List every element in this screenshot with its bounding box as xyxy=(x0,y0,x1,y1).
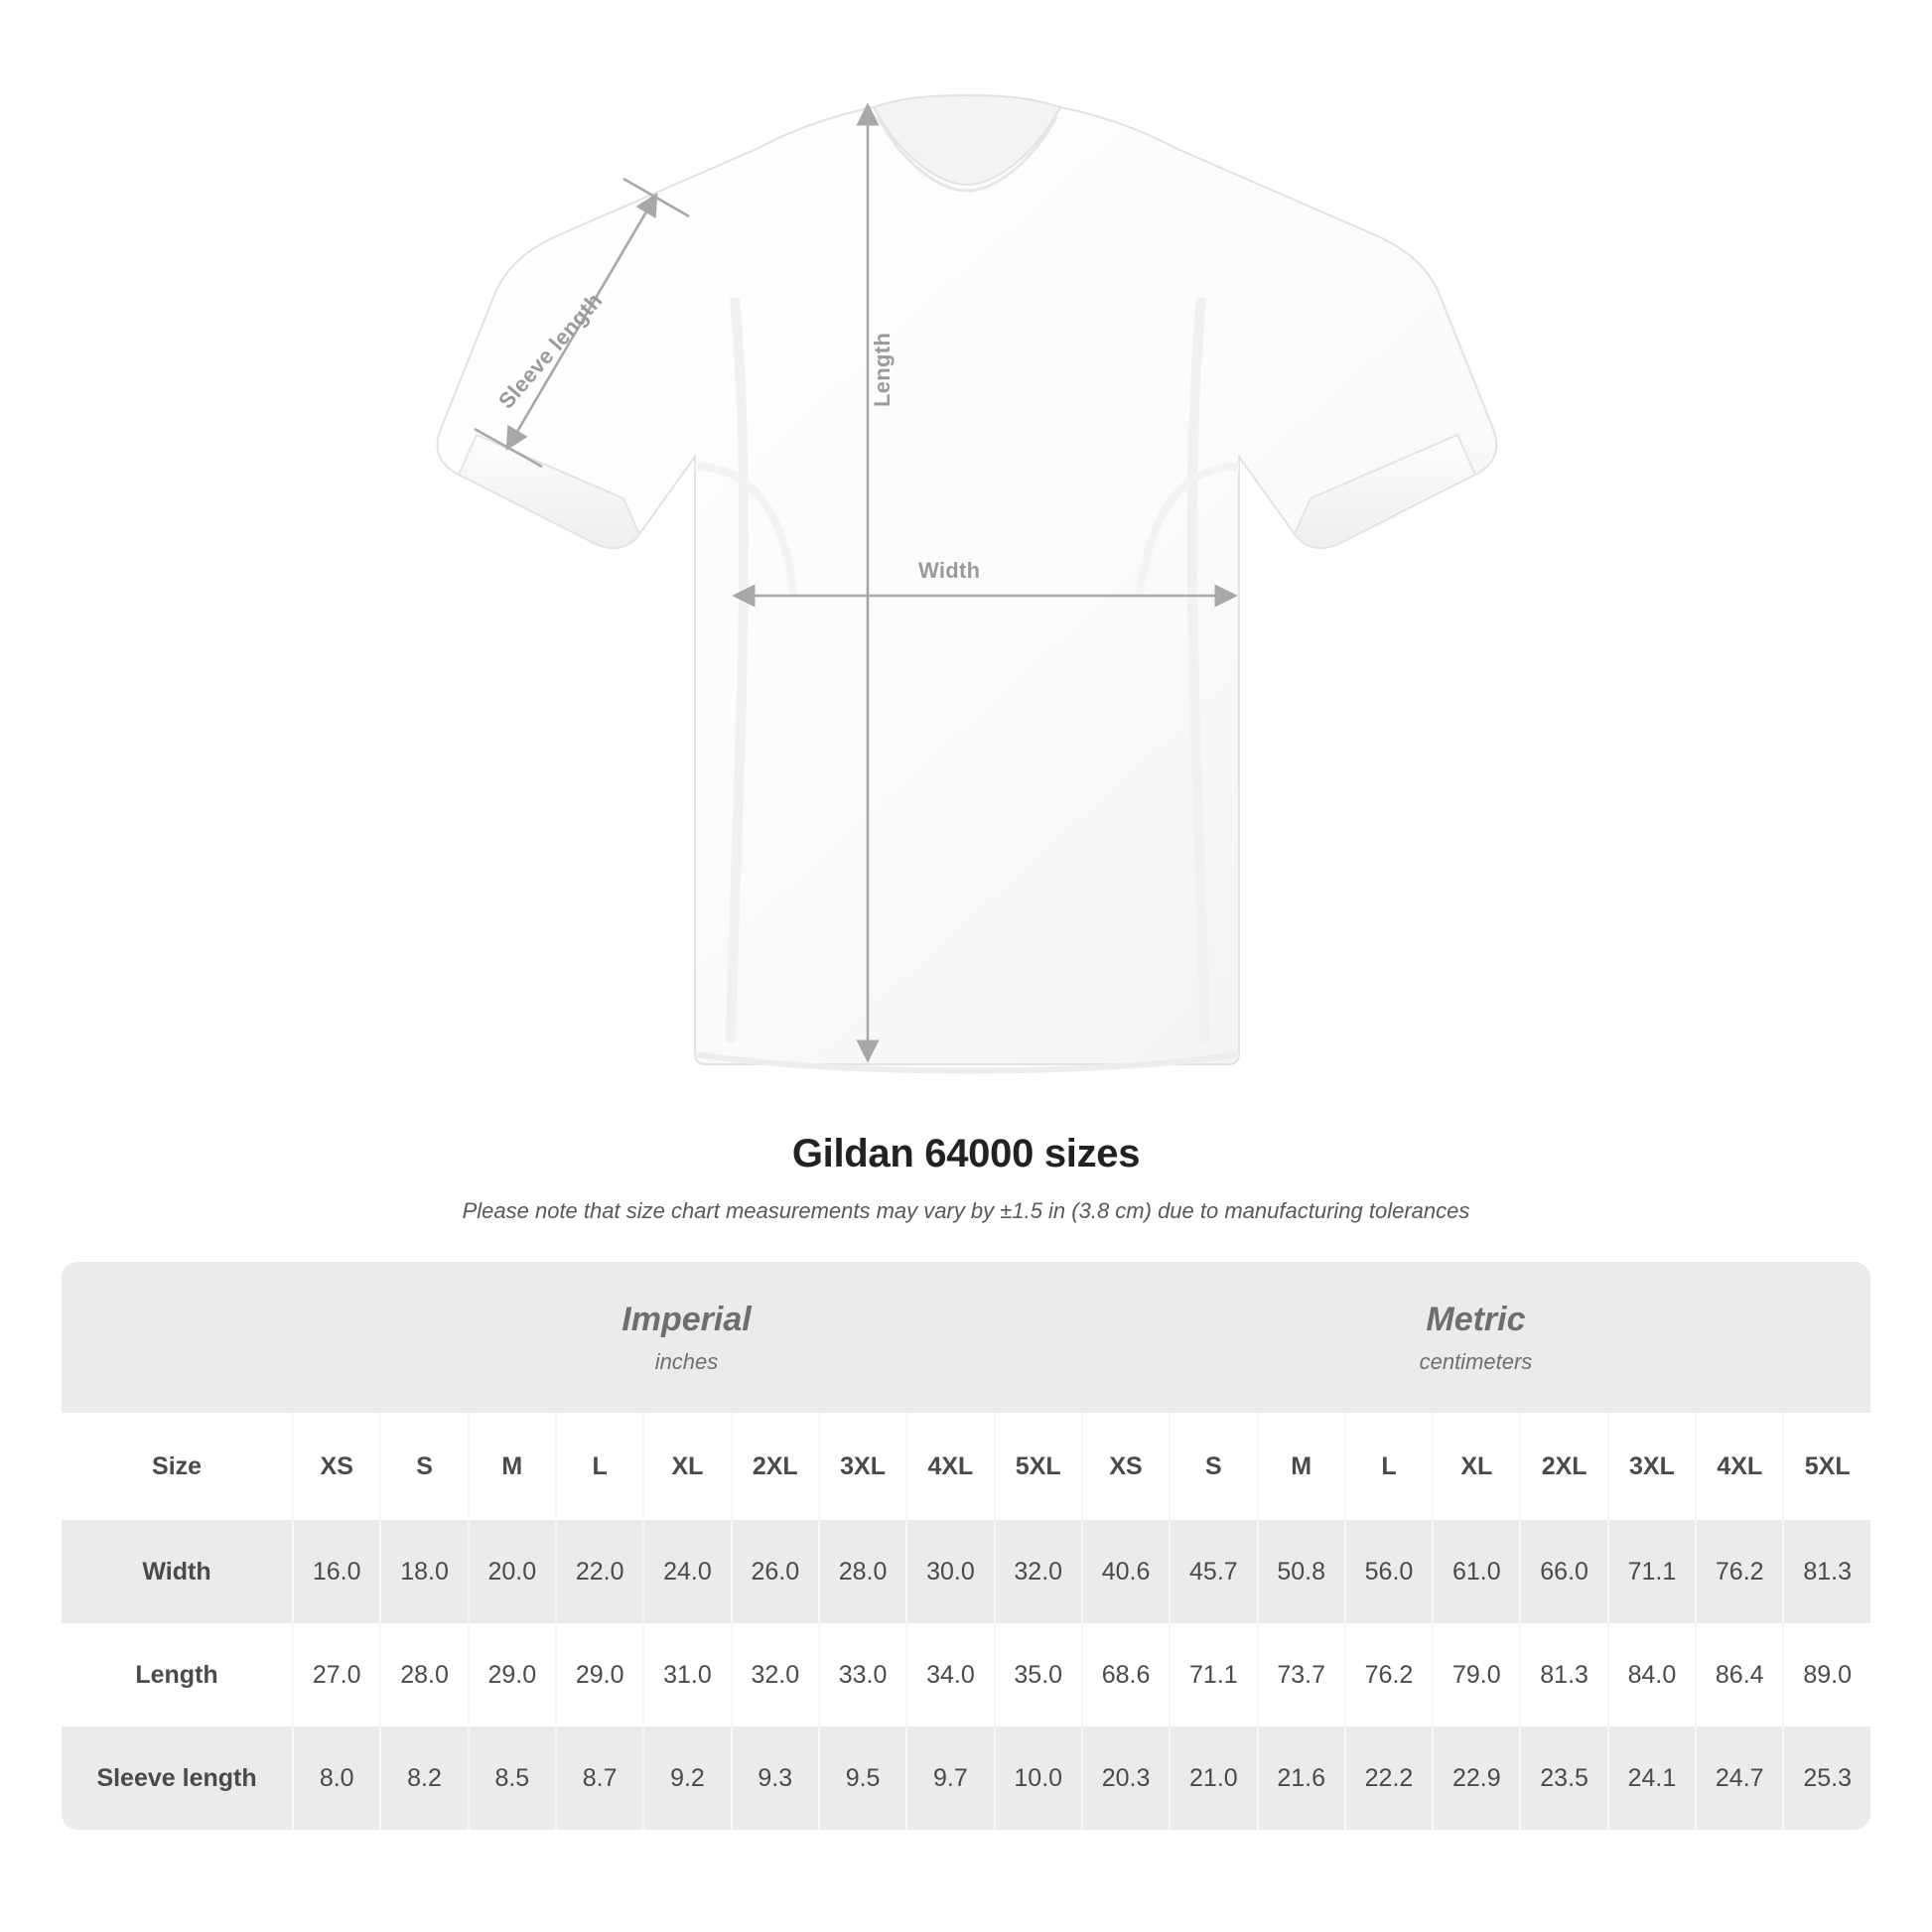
tolerance-note: Please note that size chart measurements may vary by ±1.5 in (3.8 cm) due to manufacturing tolerances xyxy=(462,1198,1470,1223)
cell-length-4xl-in: 34.0 xyxy=(905,1623,993,1726)
cell-sleeve-3xl-in: 9.5 xyxy=(818,1726,905,1830)
cell-length-4xl-cm: 86.4 xyxy=(1695,1623,1782,1726)
cell-width-3xl-cm: 71.1 xyxy=(1607,1520,1695,1623)
header-col-s-metric: S xyxy=(1169,1413,1256,1520)
cell-sleeve-xl-cm: 22.9 xyxy=(1432,1726,1519,1830)
cell-width-2xl-cm: 66.0 xyxy=(1519,1520,1606,1623)
unit-row-spacer xyxy=(62,1262,292,1413)
cell-length-xl-cm: 79.0 xyxy=(1432,1623,1519,1726)
cell-length-3xl-in: 33.0 xyxy=(818,1623,905,1726)
cell-sleeve-m-cm: 21.6 xyxy=(1257,1726,1344,1830)
cell-sleeve-5xl-cm: 25.3 xyxy=(1782,1726,1870,1830)
table-row xyxy=(62,1623,1870,1726)
cell-width-xs-in: 16.0 xyxy=(292,1520,379,1623)
unit-metric-name: Metric xyxy=(1426,1300,1526,1338)
cell-length-s-in: 28.0 xyxy=(379,1623,467,1726)
cell-width-m-in: 20.0 xyxy=(468,1520,555,1623)
header-col-3xl-imperial: 3XL xyxy=(818,1413,905,1520)
cell-width-s-cm: 45.7 xyxy=(1169,1520,1256,1623)
unit-imperial-name: Imperial xyxy=(621,1300,752,1338)
title-block xyxy=(0,1132,1932,1224)
cell-sleeve-l-in: 8.7 xyxy=(555,1726,642,1830)
header-col-5xl-imperial: 5XL xyxy=(994,1413,1081,1520)
header-col-s-imperial: S xyxy=(379,1413,467,1520)
cell-width-4xl-in: 30.0 xyxy=(905,1520,993,1623)
header-col-2xl-metric: 2XL xyxy=(1519,1413,1606,1520)
cell-width-l-cm: 56.0 xyxy=(1344,1520,1432,1623)
cell-length-m-in: 29.0 xyxy=(468,1623,555,1726)
header-col-xl-metric: XL xyxy=(1432,1413,1519,1520)
cell-length-l-in: 29.0 xyxy=(555,1623,642,1726)
unit-imperial-sub: inches xyxy=(654,1348,719,1374)
cell-sleeve-4xl-in: 9.7 xyxy=(905,1726,993,1830)
column-header-row xyxy=(62,1413,1870,1520)
cell-sleeve-m-in: 8.5 xyxy=(468,1726,555,1830)
cell-width-4xl-cm: 76.2 xyxy=(1695,1520,1782,1623)
header-col-l-metric: L xyxy=(1344,1413,1432,1520)
size-table-wrapper xyxy=(62,1262,1870,1830)
cell-sleeve-xs-in: 8.0 xyxy=(292,1726,379,1830)
cell-width-m-cm: 50.8 xyxy=(1257,1520,1344,1623)
cell-length-2xl-cm: 81.3 xyxy=(1519,1623,1606,1726)
cell-length-xs-in: 27.0 xyxy=(292,1623,379,1726)
cell-width-5xl-in: 32.0 xyxy=(994,1520,1081,1623)
header-col-xs-metric: XS xyxy=(1081,1413,1169,1520)
cell-width-xl-in: 24.0 xyxy=(642,1520,730,1623)
unit-metric-sub: centimeters xyxy=(1419,1348,1533,1374)
cell-sleeve-xl-in: 9.2 xyxy=(642,1726,730,1830)
cell-sleeve-2xl-cm: 23.5 xyxy=(1519,1726,1606,1830)
header-size: Size xyxy=(62,1413,292,1520)
header-col-xl-imperial: XL xyxy=(642,1413,730,1520)
header-col-l-imperial: L xyxy=(555,1413,642,1520)
cell-width-2xl-in: 26.0 xyxy=(731,1520,818,1623)
header-col-3xl-metric: 3XL xyxy=(1607,1413,1695,1520)
cell-width-3xl-in: 28.0 xyxy=(818,1520,905,1623)
row-label-width: Width xyxy=(62,1520,292,1623)
size-table xyxy=(62,1262,1870,1830)
cell-sleeve-2xl-in: 9.3 xyxy=(731,1726,818,1830)
width-label: Width xyxy=(918,558,981,583)
row-label-sleeve-length: Sleeve length xyxy=(62,1726,292,1830)
table-row xyxy=(62,1726,1870,1830)
cell-sleeve-l-cm: 22.2 xyxy=(1344,1726,1432,1830)
header-col-5xl-metric: 5XL xyxy=(1782,1413,1870,1520)
cell-length-5xl-in: 35.0 xyxy=(994,1623,1081,1726)
header-col-4xl-imperial: 4XL xyxy=(905,1413,993,1520)
cell-length-xl-in: 31.0 xyxy=(642,1623,730,1726)
row-label-length: Length xyxy=(62,1623,292,1726)
unit-imperial xyxy=(292,1262,1081,1413)
cell-width-xs-cm: 40.6 xyxy=(1081,1520,1169,1623)
sleeve-length-label: Sleeve length xyxy=(493,288,608,414)
cell-width-s-in: 18.0 xyxy=(379,1520,467,1623)
cell-sleeve-3xl-cm: 24.1 xyxy=(1607,1726,1695,1830)
cell-length-s-cm: 71.1 xyxy=(1169,1623,1256,1726)
header-col-m-metric: M xyxy=(1257,1413,1344,1520)
header-col-2xl-imperial: 2XL xyxy=(731,1413,818,1520)
cell-length-l-cm: 76.2 xyxy=(1344,1623,1432,1726)
unit-metric xyxy=(1081,1262,1870,1413)
page-title: Gildan 64000 sizes xyxy=(791,1132,1141,1175)
cell-width-5xl-cm: 81.3 xyxy=(1782,1520,1870,1623)
cell-sleeve-5xl-in: 10.0 xyxy=(994,1726,1081,1830)
cell-length-5xl-cm: 89.0 xyxy=(1782,1623,1870,1726)
header-col-m-imperial: M xyxy=(468,1413,555,1520)
header-col-xs-imperial: XS xyxy=(292,1413,379,1520)
cell-width-l-in: 22.0 xyxy=(555,1520,642,1623)
cell-sleeve-s-in: 8.2 xyxy=(379,1726,467,1830)
cell-length-xs-cm: 68.6 xyxy=(1081,1623,1169,1726)
cell-width-xl-cm: 61.0 xyxy=(1432,1520,1519,1623)
length-label: Length xyxy=(870,332,895,407)
cell-sleeve-xs-cm: 20.3 xyxy=(1081,1726,1169,1830)
cell-length-m-cm: 73.7 xyxy=(1257,1623,1344,1726)
cell-sleeve-4xl-cm: 24.7 xyxy=(1695,1726,1782,1830)
cell-length-3xl-cm: 84.0 xyxy=(1607,1623,1695,1726)
cell-length-2xl-in: 32.0 xyxy=(731,1623,818,1726)
unit-header-row xyxy=(62,1262,1870,1413)
cell-sleeve-s-cm: 21.0 xyxy=(1169,1726,1256,1830)
header-col-4xl-metric: 4XL xyxy=(1695,1413,1782,1520)
table-row xyxy=(62,1520,1870,1623)
